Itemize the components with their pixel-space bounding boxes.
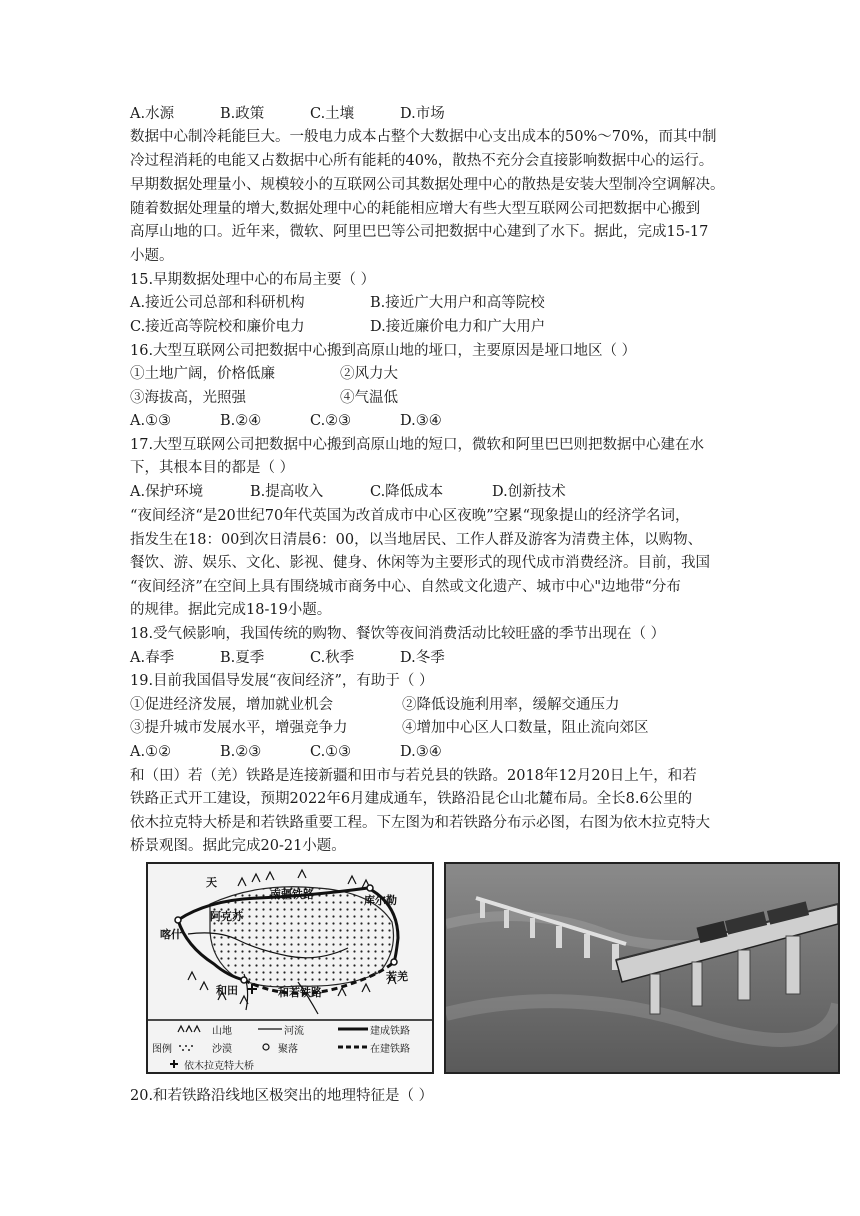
option-a: A.接近公司总部和科研机构 [130, 295, 305, 311]
passage3-line: 桥景观图。据此完成20-21小题。 [130, 838, 346, 854]
option-a: A.春季 [130, 650, 175, 666]
option-c: C.降低成本 [370, 484, 444, 500]
map-label: 喀什 [160, 928, 182, 941]
passage1-line: 冷过程消耗的电能又占数据中心所有能耗的40%，散热不充分会直接影响数据中心的运行。 [130, 153, 714, 169]
bridge-photo-graphic [446, 864, 838, 1072]
passage3-line: 铁路正式开工建设，预期2022年6月建成通车，铁路沿昆仑山北麓布局。全长8.6公里的 [130, 791, 693, 807]
passage1-line: 早期数据处理量小、规模较小的互联网公司其数据处理中心的散热是安装大型制冷空调解决。 [130, 177, 725, 193]
item-2: ②降低设施利用率，缓解交通压力 [402, 697, 620, 713]
option-c: C.土壤 [310, 106, 355, 122]
q19-stem: 19.目前我国倡导发展“夜间经济”，有助于（ ） [130, 673, 434, 689]
map-label: 和田 [216, 984, 238, 997]
legend-item: 沙漠 [212, 1044, 232, 1055]
bridge-photo [444, 862, 840, 1074]
option-a: A.①② [130, 744, 172, 760]
map-label: 和若铁路 [278, 986, 322, 999]
passage3-line: 和（田）若（羌）铁路是连接新疆和田市与若兑县的铁路。2018年12月20日上午，和若 [130, 768, 697, 784]
option-d: D.接近廉价电力和广大用户 [370, 319, 546, 335]
map-label: 阿克苏 [210, 910, 243, 923]
item-1: ①促进经济发展，增加就业机会 [130, 697, 333, 713]
item-1: ①土地广阔，价格低廉 [130, 366, 275, 382]
q16-stem: 16.大型互联网公司把数据中心搬到高原山地的垭口，主要原因是垭口地区（ ） [130, 343, 637, 359]
railway-map-figure [146, 862, 434, 1074]
option-d: D.冬季 [400, 650, 445, 666]
item-3: ③海拔高，光照强 [130, 390, 246, 406]
q15-stem: 15.早期数据处理中心的布局主要（ ） [130, 272, 376, 288]
option-d: D.③④ [400, 413, 442, 429]
option-d: D.创新技术 [492, 484, 566, 500]
legend-item: 聚落 [278, 1044, 298, 1055]
item-2: ②风力大 [340, 366, 398, 382]
map-label: 天 [206, 876, 217, 889]
passage2-line: 餐饮、游、娱乐、文化、影视、健身、休闲等为主要形式的现代成市消费经济。目前，我国 [130, 555, 710, 571]
map-label: 若羌 [386, 970, 408, 983]
passage2-line: “夜间经济“是20世纪70年代英国为改首成市中心区夜晚”空累“现象提山的经济学名词， [130, 508, 690, 524]
passage1-line: 高厚山地的口。近年来，微软、阿里巴巴等公司把数据中心建到了水下。据此，完成15-17 [130, 224, 709, 240]
q17-stem-cont: 下，其根本目的都是（ ） [130, 460, 295, 476]
legend-item: 在建铁路 [370, 1044, 410, 1055]
q17-stem: 17.大型互联网公司把数据中心搬到高原山地的短口，微软和阿里巴巴则把数据中心建在水 [130, 437, 705, 453]
option-c: C.秋季 [310, 650, 355, 666]
option-b: B.接近广大用户和高等院校 [370, 295, 545, 311]
option-b: B.②③ [220, 744, 262, 760]
passage1-line: 数据中心制冷耗能巨大。一般电力成本占整个大数据中心支出成本的50%～70%，而其中制 [130, 129, 717, 145]
map-label: 库尔勒 [364, 894, 397, 907]
passage1-line: 小题。 [130, 248, 174, 264]
passage2-line: 的规律。据此完成18-19小题。 [130, 602, 332, 618]
legend-title: 图例 [152, 1044, 172, 1055]
legend-item: 建成铁路 [370, 1026, 410, 1037]
option-b: B.提高收入 [250, 484, 324, 500]
passage2-line: “夜间经济”在空间上具有围绕城市商务中心、自然或文化遗产、城市中心"边地带“分布 [130, 579, 681, 595]
passage3-line: 依木拉克特大桥是和若铁路重要工程。下左图为和若铁路分布示必图，右图为依木拉克特大 [130, 815, 710, 831]
passage1-line: 随着数据处理量的增大,数据处理中心的耗能相应增大有些大型互联网公司把数据中心搬到 [130, 201, 701, 217]
option-b: B.②④ [220, 413, 262, 429]
option-a: A.水源 [130, 106, 175, 122]
option-d: D.市场 [400, 106, 445, 122]
option-a: A.①③ [130, 413, 172, 429]
legend-item: 山地 [212, 1026, 232, 1037]
legend-item: 河流 [284, 1026, 304, 1037]
legend-item: 依木拉克特大桥 [184, 1061, 254, 1072]
map-label: 南疆铁路 [270, 888, 314, 901]
option-c: C.①③ [310, 744, 352, 760]
q20-stem: 20.和若铁路沿线地区极突出的地理特征是（ ） [130, 1088, 434, 1104]
option-a: A.保护环境 [130, 484, 204, 500]
option-d: D.③④ [400, 744, 442, 760]
passage2-line: 指发生在18：00到次日清晨6：00，以当地居民、工作人群及游客为清费主体，以购物、 [130, 532, 703, 548]
option-b: B.政策 [220, 106, 265, 122]
option-c: C.接近高等院校和廉价电力 [130, 319, 305, 335]
q18-stem: 18.受气候影响，我国传统的购物、餐饮等夜间消费活动比较旺盛的季节出现在（ ） [130, 626, 666, 642]
option-b: B.夏季 [220, 650, 265, 666]
item-4: ④气温低 [340, 390, 398, 406]
option-c: C.②③ [310, 413, 352, 429]
item-4: ④增加中心区人口数量，阻止流向郊区 [402, 720, 649, 736]
item-3: ③提升城市发展水平，增强竞争力 [130, 720, 348, 736]
